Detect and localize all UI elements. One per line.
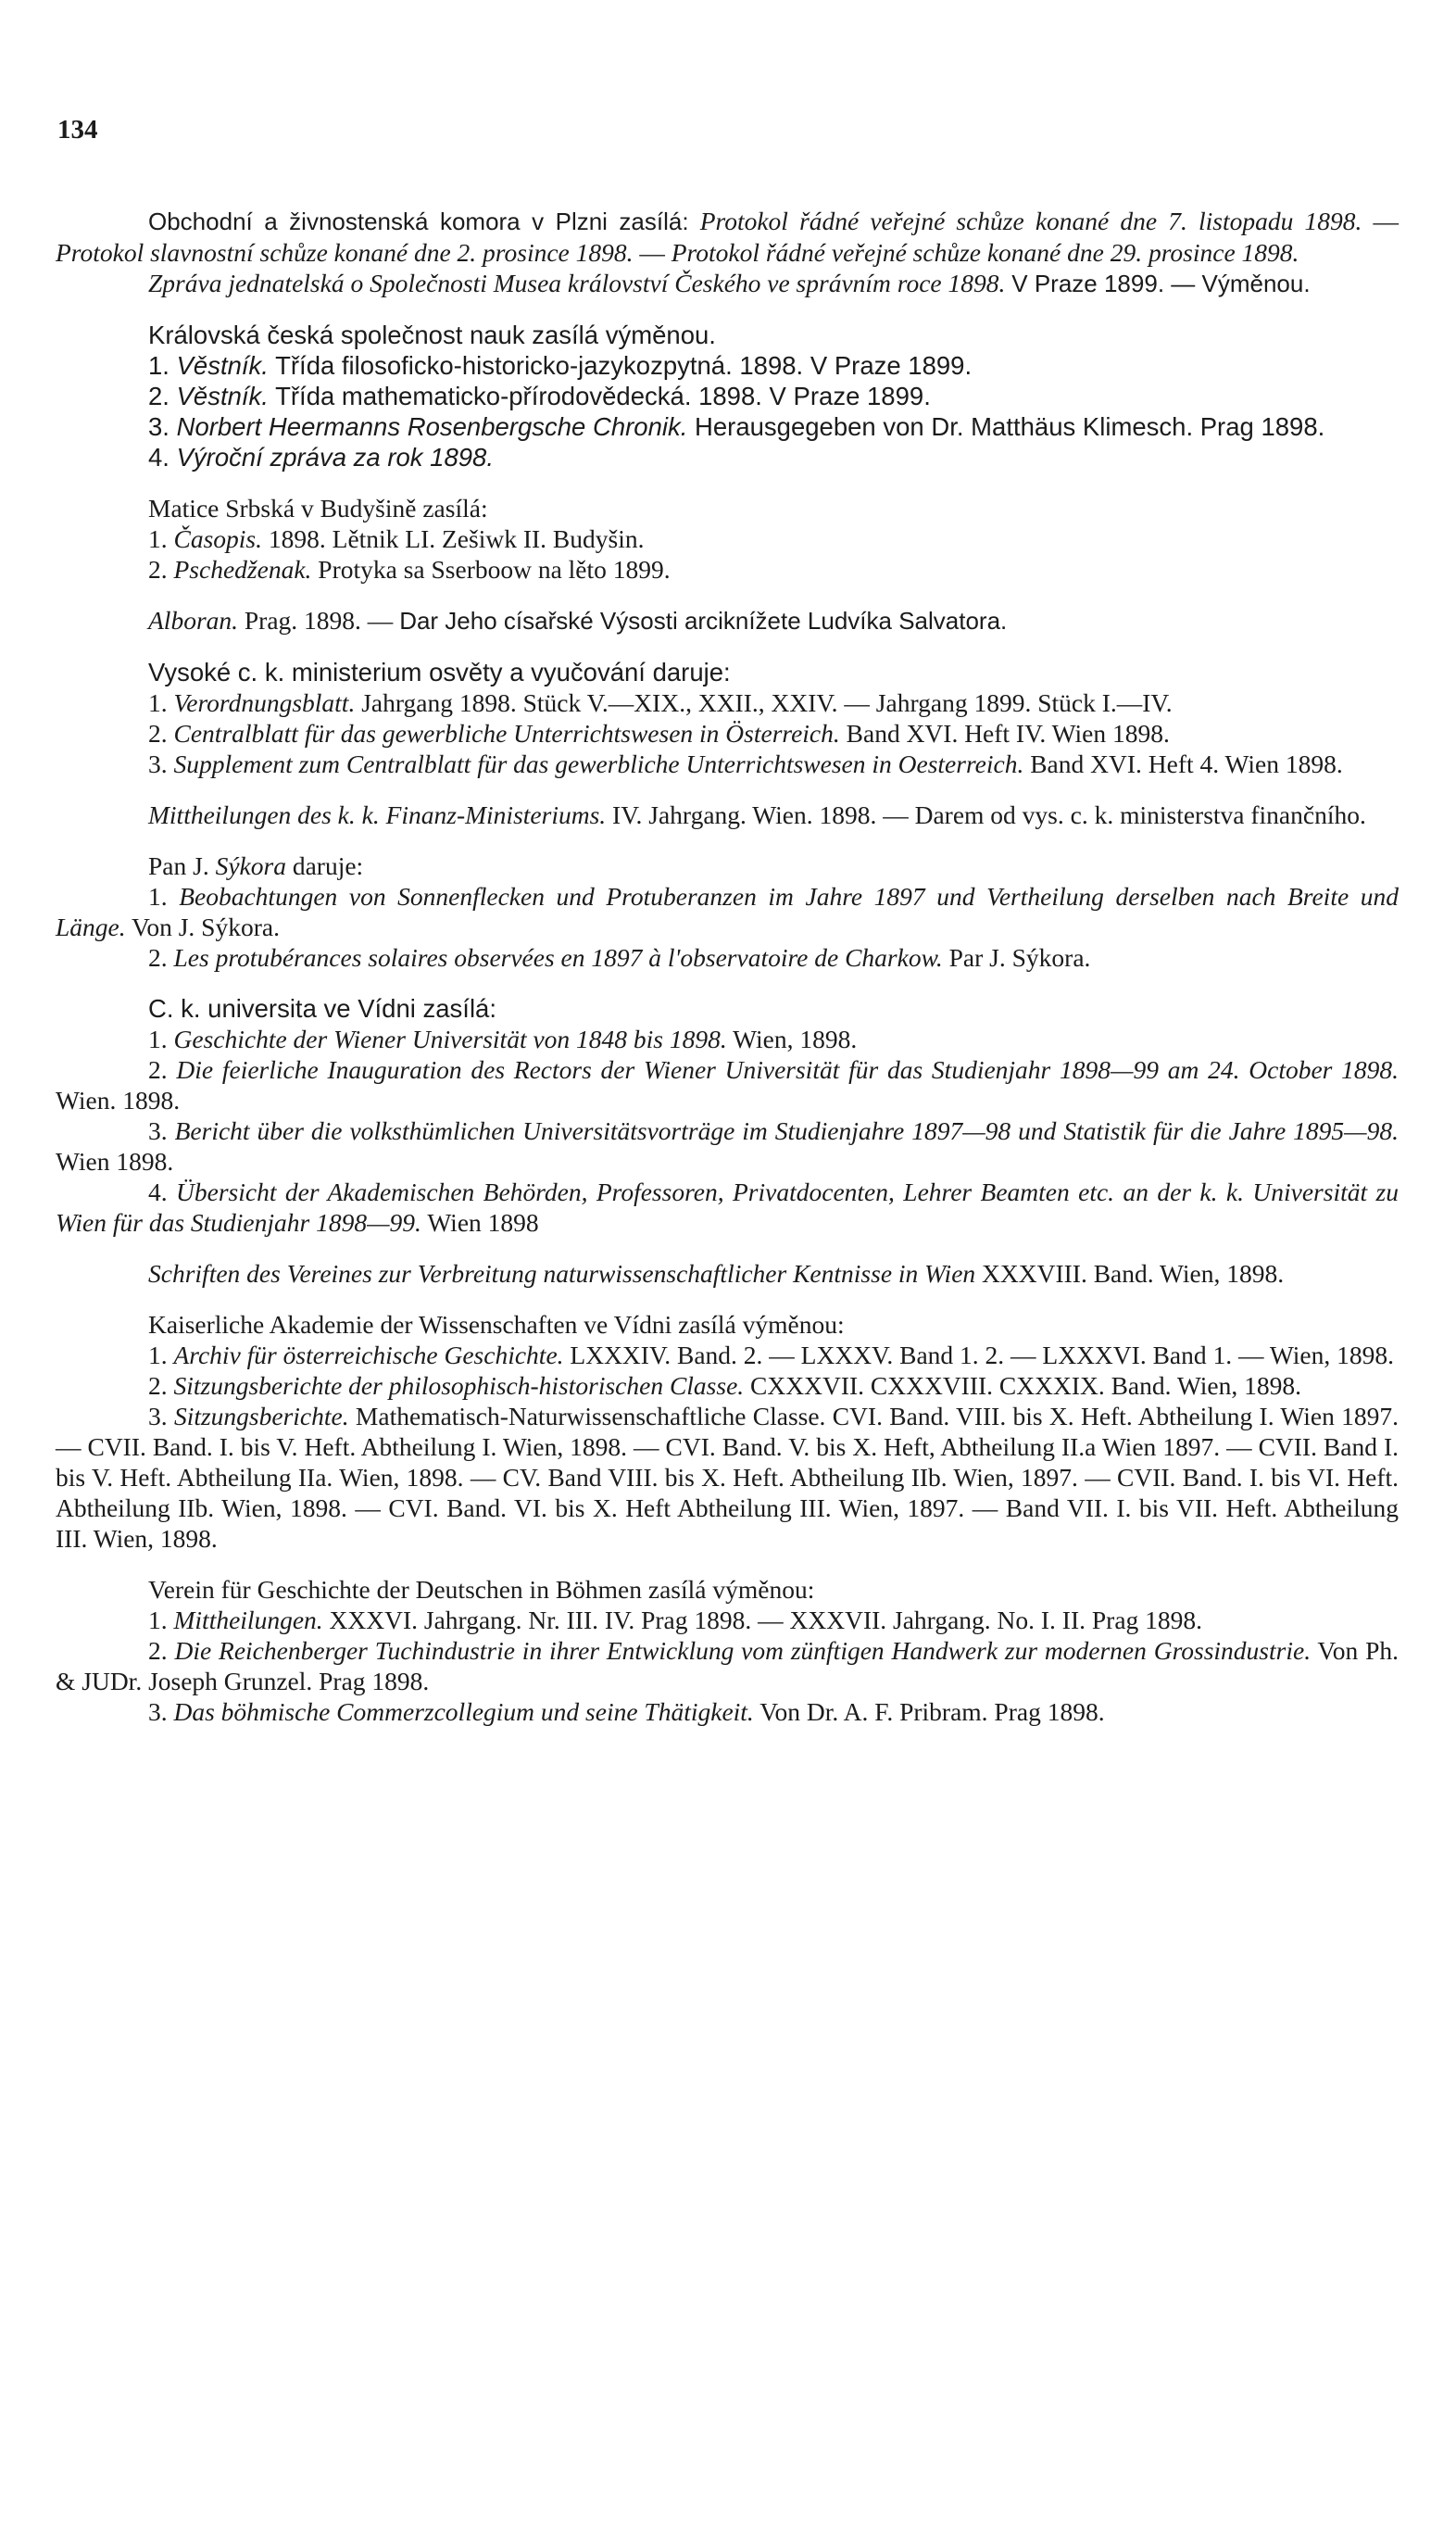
item-title: Pschedženak. — [173, 555, 312, 584]
entry-heading: C. k. universita ve Vídni zasílá: — [148, 994, 496, 1023]
list-item: 3. Supplement zum Centralblatt für das gewerbliche Unterrichtswesen in Oesterreich. Band XVI. Heft 4. Wien 1898. — [148, 750, 1343, 778]
item-text: XXXVI. Jahrgang. Nr. III. IV. Prag 1898. — XXXVII. Jahrgang. No. I. II. Prag 1898. — [329, 1606, 1203, 1634]
item-text: Prag. 1898. — — [244, 606, 394, 635]
item-text: Třída mathematicko-přírodovědecká. 1898. V Praze 1899. — [275, 382, 931, 410]
list-item: 3. Sitzungsberichte. Mathematisch-Naturwissenschaftliche Classe. CVI. Band. VIII. bis X. Heft. Abtheilung I. Wien 1897. — CVII. Band. I. bis V. Heft. Abtheilung I. Wien, 1898. — CVI. Band. V. bis X. Heft, Abtheilung II.a Wien 1897. — CVII. Band I. bis V. Heft. Abtheilung IIa. Wien, 1898. — CV. Band VIII. bis X. Heft. Abtheilung IIb. Wien, 1897. — CVII. Band. I. bis VI. Heft. Abtheilung IIb. Wien, 1898. — CVI. Band. VI. bis X. Heft Abtheilung III. Wien, 1897. — Band VII. I. bis VII. Heft. Abtheilung III. Wien, 1898. — [56, 1402, 1400, 1553]
entry-kralovska-spolecnost — [56, 320, 1399, 472]
list-item: 1. Archiv für österreichische Geschichte. LXXXIV. Band. 2. — LXXXV. Band 1. 2. — LXXXVI. Band 1. — Wien, 1898. — [148, 1341, 1394, 1369]
entry-title: Zpráva jednatelská o Společnosti Musea království Českého ve správním roce 1898. — [148, 269, 1006, 297]
item-title: Geschichte der Wiener Universität von 1848 bis 1898. — [173, 1025, 727, 1053]
item-title: Norbert Heermanns Rosenbergsche Chronik. — [176, 412, 688, 441]
entry-heading: Pan J. Sýkora daruje: — [148, 851, 364, 880]
entry-heading: Královská česká společnost nauk zasílá výměnou. — [148, 321, 716, 349]
item-text: Dar Jeho císařské Výsosti arciknížete Ludvíka Salvatora. — [399, 607, 1008, 635]
entry-heading: Vysoké c. k. ministerium osvěty a vyučování daruje: — [148, 658, 731, 687]
item-text: Herausgegeben von Dr. Matthäus Klimesch. Prag 1898. — [695, 412, 1325, 441]
item-text: Wien 1898 — [427, 1208, 539, 1237]
item-title: Beobachtungen von Sonnenflecken und Protuberanzen im Jahre 1897 und Vertheilung derselben nach Breite und Länge. — [56, 882, 1399, 941]
list-item: 2. Les protubérances solaires observées en 1897 à l'observatoire de Charkow. Par J. Sýkora. — [148, 943, 1091, 972]
entry-pan-sykora — [56, 850, 1399, 973]
item-text: Von J. Sýkora. — [132, 913, 280, 941]
list-item: 1. Beobachtungen von Sonnenflecken und Protuberanzen im Jahre 1897 und Vertheilung derselben nach Breite und Länge. Von J. Sýkora. — [56, 882, 1399, 941]
item-title: Sitzungsberichte der philosophisch-historischen Classe. — [173, 1371, 745, 1400]
item-text: Jahrgang 1898. Stück V.—XIX., XXII., XXIV. — Jahrgang 1899. Stück I.—IV. — [361, 688, 1173, 717]
item-title: Sitzungsberichte. — [173, 1402, 349, 1430]
item-title: Alboran. — [148, 606, 239, 635]
item-text: CXXXVII. CXXXVIII. CXXXIX. Band. Wien, 1898. — [750, 1371, 1301, 1400]
list-item: 2. Věstník. Třída mathematicko-přírodovědecká. 1898. V Praze 1899. — [148, 382, 931, 410]
item-text: XXXVIII. Band. Wien, 1898. — [982, 1259, 1285, 1288]
item-text: Wien. 1898. — [56, 1086, 181, 1115]
item-title: Centralblatt für das gewerbliche Unterrichtswesen in Österreich. — [173, 719, 840, 748]
entry-obchodni-komora — [56, 206, 1399, 299]
item-title: Verordnungsblatt. — [173, 688, 356, 717]
item-text: Třída filosoficko-historicko-jazykozpytná. 1898. V Praze 1899. — [275, 351, 973, 380]
entry-schriften-vereines — [56, 1258, 1399, 1289]
entry-kaiserliche-akademie — [56, 1309, 1399, 1554]
item-title: Das böhmische Commerzcollegium und seine Thätigkeit. — [173, 1697, 754, 1726]
entry-ministerium — [56, 657, 1399, 779]
item-title: Mittheilungen. — [173, 1606, 323, 1634]
list-item: 2. Centralblatt für das gewerbliche Unterrichtswesen in Österreich. Band XVI. Heft IV. Wien 1898. — [148, 719, 1170, 748]
entry-heading: Verein für Geschichte der Deutschen in Böhmen zasílá výměnou: — [148, 1575, 815, 1604]
item-text: Band XVI. Heft 4. Wien 1898. — [1030, 750, 1343, 778]
item-title: Časopis. — [173, 524, 263, 553]
entry-lead: Obchodní a živnostenská komora v Plzni zasílá: — [148, 208, 689, 235]
separator: — — [639, 238, 665, 267]
item-title: Schriften des Vereines zur Verbreitung naturwissenschaftlicher Kentnisse in Wien — [148, 1259, 976, 1288]
list-item: 1. Mittheilungen. XXXVI. Jahrgang. Nr. III. IV. Prag 1898. — XXXVII. Jahrgang. No. I. II. Prag 1898. — [148, 1606, 1203, 1634]
list-item: 4. Výroční zpráva za rok 1898. — [148, 443, 494, 472]
item-title: Übersicht der Akademischen Behörden, Professoren, Privatdocenten, Lehrer Beamten etc. an der k. k. Universität zu Wien für das Studienjahr 1898—99. — [56, 1178, 1399, 1237]
list-item: 1. Časopis. 1898. Lětnik LI. Zešiwk II. Budyšin. — [148, 524, 645, 553]
item-text: Par J. Sýkora. — [948, 943, 1091, 972]
list-item: 2. Die Reichenberger Tuchindustrie in ihrer Entwicklung vom zünftigen Handwerk zur modernen Grossindustrie. Von Ph. & JUDr. Joseph Grunzel. Prag 1898. — [56, 1636, 1399, 1695]
list-item: 1. Geschichte der Wiener Universität von 1848 bis 1898. Wien, 1898. — [148, 1025, 858, 1053]
item-title: Bericht über die volksthümlichen Universitätsvorträge im Studienjahre 1897—98 und Statistik für die Jahre 1895—98. — [174, 1116, 1399, 1145]
list-item: 1. Věstník. Třída filosoficko-historicko-jazykozpytná. 1898. V Praze 1899. — [148, 351, 973, 380]
entry-finanz-ministerium — [56, 800, 1399, 830]
list-item: 1. Verordnungsblatt. Jahrgang 1898. Stück V.—XIX., XXII., XXIV. — Jahrgang 1899. Stück I.—IV. — [148, 688, 1173, 717]
item-title: Věstník. — [176, 351, 269, 380]
page-content — [56, 206, 1399, 1747]
item-title: Věstník. — [176, 382, 269, 410]
entry-heading: Matice Srbská v Budyšině zasílá: — [148, 494, 488, 523]
item-text: Von Dr. A. F. Pribram. Prag 1898. — [759, 1697, 1105, 1726]
entry-alboran — [56, 605, 1399, 636]
entry-text: V Praze 1899. — Výměnou. — [1011, 270, 1311, 297]
list-item: 2. Pschedženak. Protyka sa Sserboow na lěto 1899. — [148, 555, 671, 584]
entry-universita-viden — [56, 993, 1399, 1238]
entry-title: Protokol řádné veřejné schůze konané dne 29. prosince 1898. — [671, 238, 1299, 267]
list-item: 3. Bericht über die volksthümlichen Universitätsvorträge im Studienjahre 1897—98 und Statistik für die Jahre 1895—98. Wien 1898. — [56, 1116, 1399, 1176]
item-title: Archiv für österreichische Geschichte. — [173, 1341, 564, 1369]
item-text: Mathematisch-Naturwissenschaftliche Classe. CVI. Band. VIII. bis X. Heft. Abtheilung I. Wien 1897. — CVII. Band. I. bis V. Heft. Abtheilung I. Wien, 1898. — CVI. Band. V. bis X. Heft, Abtheilung II.a Wien 1897. — CVII. Band I. bis V. Heft. Abtheilung IIa. Wien, 1898. — CV. Band VIII. bis X. Heft. Abtheilung IIb. Wien, 1897. — CVII. Band. I. bis VI. Heft. Abtheilung IIb. Wien, 1898. — CVI. Band. VI. bis X. Heft Abtheilung III. Wien, 1897. — Band VII. I. bis VII. Heft. Abtheilung III. Wien, 1898. — [56, 1402, 1400, 1553]
item-text: Wien 1898. — [56, 1147, 174, 1176]
list-item: 3. Norbert Heermanns Rosenbergsche Chronik. Herausgegeben von Dr. Matthäus Klimesch. Prag 1898. — [148, 412, 1325, 441]
item-text: LXXXIV. Band. 2. — LXXXV. Band 1. 2. — LXXXVI. Band 1. — Wien, 1898. — [570, 1341, 1394, 1369]
list-item: 3. Das böhmische Commerzcollegium und seine Thätigkeit. Von Dr. A. F. Pribram. Prag 1898. — [148, 1697, 1105, 1726]
item-title: Die Reichenberger Tuchindustrie in ihrer Entwicklung vom zünftigen Handwerk zur modernen Grossindustrie. — [174, 1636, 1312, 1665]
item-text: Band XVI. Heft IV. Wien 1898. — [846, 719, 1170, 748]
item-title: Mittheilungen des k. k. Finanz-Ministeriums. — [148, 800, 607, 829]
list-item: 4. Übersicht der Akademischen Behörden, Professoren, Privatdocenten, Lehrer Beamten etc. an der k. k. Universität zu Wien für das Studienjahr 1898—99. Wien 1898 — [56, 1178, 1399, 1237]
entry-title: Protokol slavnostní schůze konané dne 2. prosince 1898. — [56, 238, 634, 267]
item-title: Supplement zum Centralblatt für das gewerbliche Unterrichtswesen in Oesterreich. — [173, 750, 1024, 778]
item-text: Von Ph. & JUDr. Joseph Grunzel. Prag 1898. — [56, 1636, 1399, 1695]
item-title: Výroční zpráva za rok 1898. — [176, 443, 494, 472]
item-text: 1898. Lětnik LI. Zešiwk II. Budyšin. — [268, 524, 645, 553]
list-item: 2. Sitzungsberichte der philosophisch-historischen Classe. CXXXVII. CXXXVIII. CXXXIX. Band. Wien, 1898. — [148, 1371, 1301, 1400]
page-number: 134 — [57, 115, 98, 145]
item-title: Die feierliche Inauguration des Rectors der Wiener Universität für das Studienjahr 1898—99 am 24. October 1898. — [176, 1055, 1399, 1084]
entry-title: Protokol řádné veřejné schůze konané dne 7. listopadu 1898. — [699, 207, 1362, 235]
entry-verein-geschichte — [56, 1574, 1399, 1727]
entry-matice-srbska — [56, 493, 1399, 585]
entry-heading: Kaiserliche Akademie der Wissenschaften ve Vídni zasílá výměnou: — [148, 1310, 845, 1339]
item-text: Protyka sa Sserboow na lěto 1899. — [318, 555, 671, 584]
separator: — — [1373, 207, 1400, 235]
list-item: 2. Die feierliche Inauguration des Rectors der Wiener Universität für das Studienjahr 1898—99 am 24. October 1898. Wien. 1898. — [56, 1055, 1399, 1115]
item-text: Wien, 1898. — [733, 1025, 858, 1053]
item-text: IV. Jahrgang. Wien. 1898. — Darem od vys. c. k. ministerstva finančního. — [612, 800, 1366, 829]
item-title: Les protubérances solaires observées en 1897 à l'observatoire de Charkow. — [173, 943, 943, 972]
